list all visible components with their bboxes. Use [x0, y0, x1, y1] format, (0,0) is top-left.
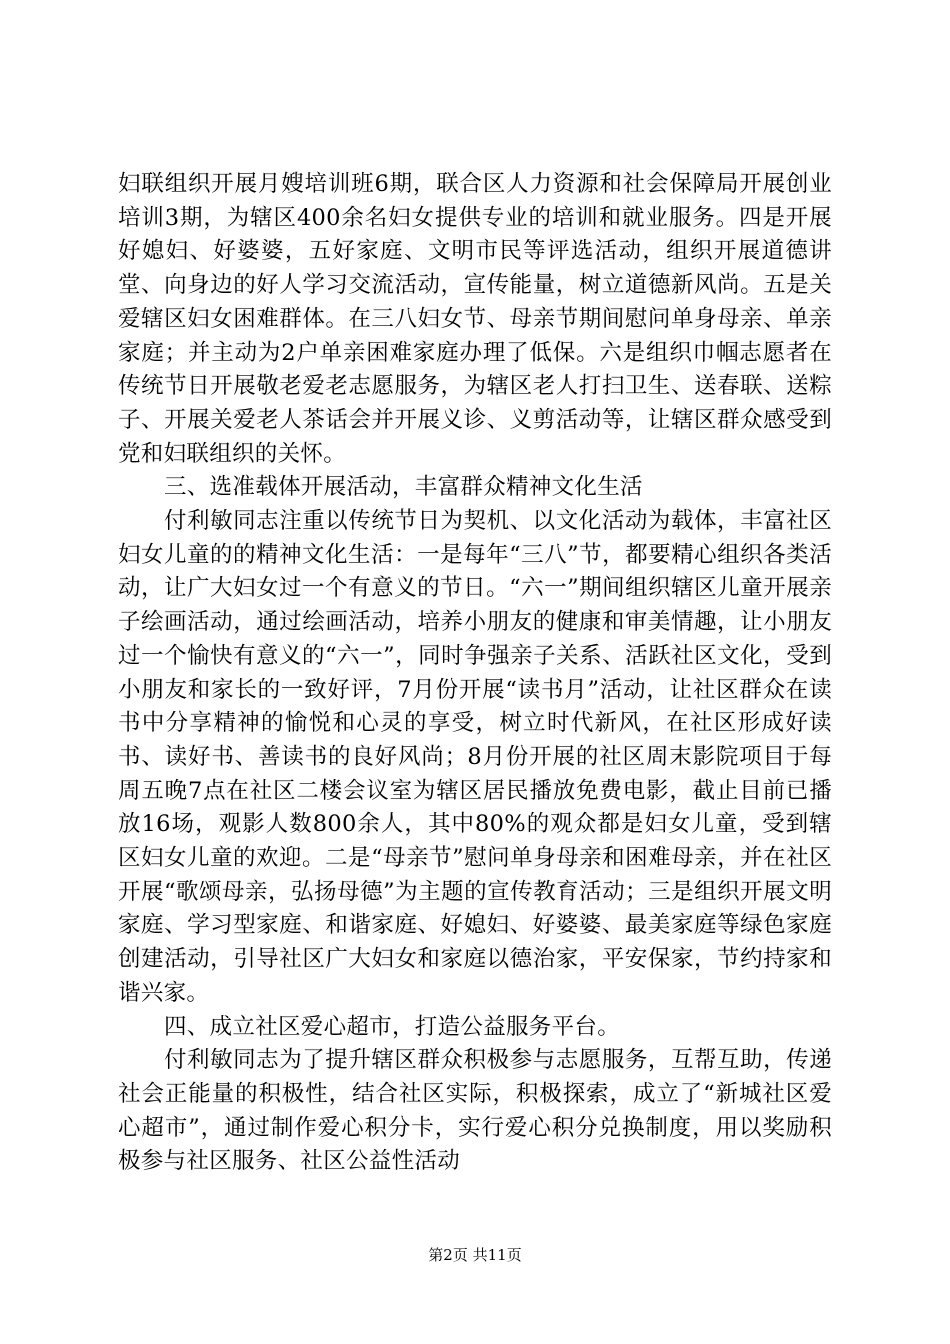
- paragraph-services: 妇联组织开展月嫂培训班6期，联合区人力资源和社会保障局开展创业培训3期，为辖区400余名妇女提供专业的培训和就业服务。四是开展好媳妇、好婆婆，五好家庭、文明市民等评选活动，组织开展道德讲堂、向身边的好人学习交流活动，宣传能量，树立道德新风尚。五是关爱辖区妇女困难群体。在三八妇女节、母亲节期间慰问单身母亲、单亲家庭；并主动为2户单亲困难家庭办理了低保。六是组织巾帼志愿者在传统节日开展敬老爱老志愿服务，为辖区老人打扫卫生、送春联、送粽子、开展关爱老人茶话会并开展义诊、义剪活动等，让辖区群众感受到党和妇联组织的关怀。: [118, 171, 832, 467]
- paragraph-charity-supermarket: 付利敏同志为了提升辖区群众积极参与志愿服务，互帮互助，传递社会正能量的积极性，结合社区实际，积极探索，成立了“新城社区爱心超市”，通过制作爱心积分卡，实行爱心积分兑换制度，用以奖励积极参与社区服务、社区公益性活动: [118, 1047, 832, 1175]
- page-number: 第2页 共11页: [428, 1246, 522, 1264]
- paragraph-cultural-activities: 付利敏同志注重以传统节日为契机、以文化活动为载体，丰富社区妇女儿童的的精神文化生活：一是每年“三八”节，都要精心组织各类活动，让广大妇女过一个有意义的节日。“六一”期间组织辖区儿童开展亲子绘画活动，通过绘画活动，培养小朋友的健康和审美情趣，让小朋友过一个愉快有意义的“六一”，同时争强亲子关系、活跃社区文化，受到小朋友和家长的一致好评，7月份开展“读书月”活动，让社区群众在读书中分享精神的愉悦和心灵的享受，树立时代新风，在社区形成好读书、读好书、善读书的良好风尚；8月份开展的社区周末影院项目于每周五晚7点在社区二楼会议室为辖区居民播放免费电影，截止目前已播放16场，观影人数800余人，其中80%的观众都是妇女儿童，受到辖区妇女儿童的欢迎。二是“母亲节”慰问单身母亲和困难母亲，并在社区开展“歌颂母亲，弘扬母德”为主题的宣传教育活动；三是组织开展文明家庭、学习型家庭、和谐家庭、好媳妇、好婆婆、最美家庭等绿色家庭创建活动，引导社区广大妇女和家庭以德治家，平安保家，节约持家和谐兴家。: [118, 508, 832, 1006]
- page-footer: [0, 1245, 950, 1265]
- section-heading-four: 四、成立社区爱心超市，打造公益服务平台。: [164, 1013, 621, 1040]
- section-heading-three: 三、选准载体开展活动，丰富群众精神文化生活: [164, 474, 643, 501]
- document-body: [118, 168, 832, 1179]
